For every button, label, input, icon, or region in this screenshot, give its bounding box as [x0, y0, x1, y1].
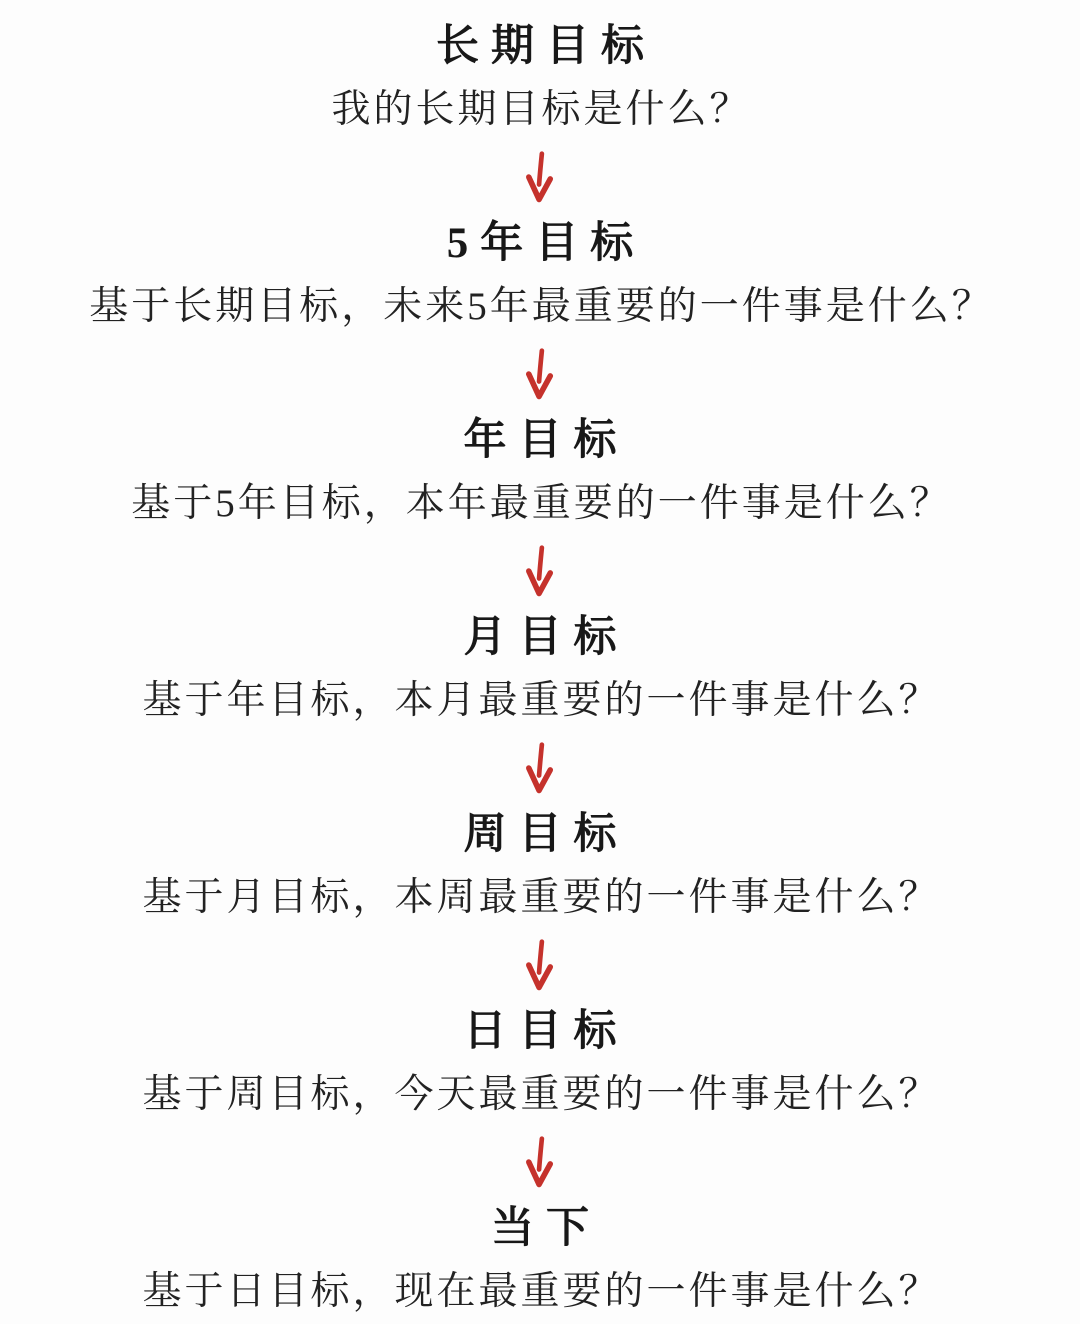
down-arrow-icon	[518, 346, 562, 404]
down-arrow-shaft	[539, 942, 542, 973]
down-arrow-icon	[518, 543, 562, 601]
down-arrow-icon	[518, 149, 562, 207]
goal-title-month: 月目标	[463, 614, 629, 661]
goal-question-year: 基于5年目标，本年最重要的一件事是什么？	[131, 482, 952, 525]
down-arrow-icon	[518, 740, 562, 798]
goal-title-longterm: 长期目标	[436, 23, 656, 70]
goal-title-5year: 5年目标	[446, 220, 646, 267]
down-arrow-shaft	[539, 154, 542, 185]
goal-question-5year: 基于长期目标，未来5年最重要的一件事是什么？	[89, 285, 994, 328]
down-arrow-shaft	[539, 1139, 542, 1170]
goal-title-week: 周目标	[463, 811, 629, 858]
goal-title-day: 日目标	[463, 1008, 629, 1055]
down-arrow-shaft	[539, 548, 542, 579]
goal-section-longterm	[0, 16, 1080, 142]
down-arrow-shaft	[539, 351, 542, 382]
goal-question-week: 基于月目标，本周最重要的一件事是什么？	[142, 876, 941, 919]
goal-section-now	[0, 1198, 1080, 1324]
down-arrow-shaft	[539, 745, 542, 776]
down-arrow-icon	[518, 1134, 562, 1192]
goal-section-day	[0, 1001, 1080, 1127]
goal-section-month	[0, 607, 1080, 733]
goal-section-week	[0, 804, 1080, 930]
goal-title-year: 年目标	[463, 417, 629, 464]
goal-question-day: 基于周目标，今天最重要的一件事是什么？	[142, 1073, 941, 1116]
goal-question-now: 基于日目标，现在最重要的一件事是什么？	[142, 1270, 941, 1313]
goal-question-longterm: 我的长期目标是什么？	[331, 88, 752, 131]
goal-section-year	[0, 410, 1080, 536]
down-arrow-icon	[518, 937, 562, 995]
goal-title-now: 当下	[491, 1205, 601, 1252]
goal-section-5year	[0, 213, 1080, 339]
goal-question-month: 基于年目标，本月最重要的一件事是什么？	[142, 679, 941, 722]
